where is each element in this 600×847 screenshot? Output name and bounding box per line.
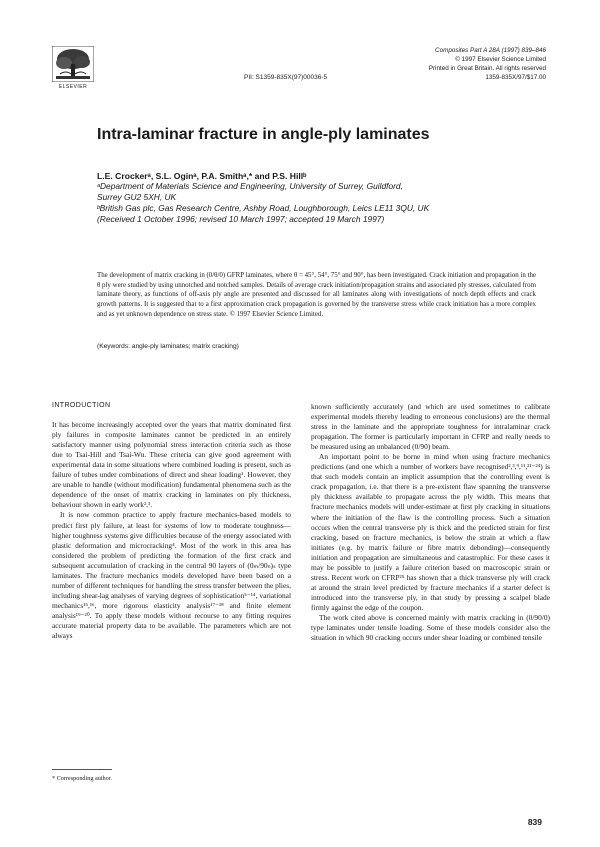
elsevier-tree-icon [52, 46, 94, 82]
affiliation-line: Surrey GU2 5XH, UK [97, 192, 177, 202]
copyright-line: © 1997 Elsevier Science Limited [455, 56, 546, 63]
printed-line: Printed in Great Britain. All rights reserved [428, 65, 546, 72]
right-column [311, 402, 550, 643]
received-dates: (Received 1 October 1996; revised 10 March 1997; accepted 19 March 1997) [97, 214, 385, 224]
body-paragraph: It has become increasingly accepted over the years that matrix dominated first ply failures in composite laminates cannot be predicted in an entirely satisfactory manner using polynomial stress interaction criteria such as those due to Tsai-Hill and Tsai-Wu. These criteria can give good agreement with experimental data in some situations where combined loading is present, such as failure of tubes under combinations of direct and shear loading¹. However, they are unable to handle (without modification) fundamental phenomena such as the dependence of the onset of matrix cracking in laminates on ply thickness, behaviour shown in early work²,³. [52, 420, 291, 510]
pii-code: PII: S1359-835X(97)00036-5 [244, 74, 328, 81]
journal-citation: Composites Part A 28A (1997) 839–846 [435, 47, 546, 54]
affiliations [97, 181, 537, 225]
abstract: The development of matrix cracking in (0/θ/0) GFRP laminates, where θ = 45°, 54°, 75° and 90°, has been investigated. Crack initiation and propagation in the θ ply were studied by using unnotched and notched samples. Details of average crack initiation/propagation strains and associated ply stresses, calculated from laminate theory, as functions of off-axis ply angle are presented and discussed for all laminates along with investigations of notch depth effects and crack growth patterns. It is suggested that to a first approximation crack propagation is governed by the transverse stress while crack initiation has a more complex and as yet unknown dependence on stress state. © 1997 Elsevier Science Limited. [97, 272, 536, 318]
affiliation-line: ᵃDepartment of Materials Science and Engineering, University of Surrey, Guildford, [97, 181, 403, 191]
footnote-rule [52, 769, 112, 770]
page-number: 839 [527, 817, 542, 827]
author-list: L.E. Crockerᵃ, S.L. Oginᵃ, P.A. Smithᵃ,* and P.S. Hillᵇ [97, 171, 307, 181]
journal-info [429, 46, 546, 82]
body-paragraph: It is now common practice to apply fracture mechanics-based models to predict first ply failure, at least for systems of low to moderate toughness—higher toughness systems give difficulties because of the energy associated with plastic deformation and microcracking⁴. Most of the work in this area has considered the problem of predicting the formation of the first crack and subsequent accumulation of cracking in the central 90 layers of (0ₘ/90ₙ)ₛ type laminates. The fracture mechanics models developed have been based on a number of different techniques for handling the stress transfer between the plies, including shear-lag analyses of varying degrees of sophistication⁵⁻¹⁴, variational mechanics¹⁵,¹⁶, more rigorous elasticity analysis¹⁷⁻¹⁸ and finite element analysis¹⁹⁻²⁰. To apply these models without recourse to any fitting requires accurate material property data to be available. The parameters which are not always [52, 510, 291, 641]
article-title: Intra-laminar fracture in angle-ply laminates [97, 126, 430, 143]
footnote: * Corresponding author. [52, 775, 112, 782]
affiliation-line: ᵇBritish Gas plc, Gas Research Centre, Ashby Road, Loughborough, Leics LE11 3QU, UK [97, 203, 430, 213]
body-paragraph: known sufficiently accurately (and which are used sometimes to calibrate experimental models thereby leading to erroneous conclusions) are the thermal stress in the laminate and the appropriate toughness for intralaminar crack propagation. The former is particularly important in CFRP and really needs to be measured using an unbalanced (0/90) beam. [311, 402, 550, 452]
publisher-name: ELSEVIER [58, 84, 88, 90]
left-column [52, 401, 291, 641]
keywords: (Keywords: angle-ply laminates; matrix cracking) [97, 343, 239, 350]
issn-line: 1359-835X/97/$17.00 [485, 74, 546, 81]
body-paragraph: The work cited above is concerned mainly with matrix cracking in (0/90/0) type laminates under tensile loading. Some of these models consider also the situation in which 90 cracking occurs under shear loading or combined tensile [311, 612, 550, 643]
publisher-logo [52, 46, 94, 92]
section-heading: INTRODUCTION [52, 402, 111, 409]
body-paragraph: An important point to be borne in mind when using fracture mechanics predictions (and one which a number of workers have recognised²,³,⁹,¹¹,²¹⁻²⁴) is that such models contain an implicit assumption that the controlling event is crack propagation, i.e. that there is a pre-existent flaw spanning the transverse ply thickness available to propagate across the ply width. This means that fracture mechanics models will under-estimate at first ply cracking in situations where the initiation of the flaw is the controlling process. Such a situation occurs when the central transverse ply is thick and the predicted strain for first cracking, based on fracture mechanics, is below the strain at which a flaw initiates (e.g. by matrix failure or fibre matrix debonding)—consequently initiation and propagation are simultaneous and catastrophic. For these cases it may be possible to justify a failure criterion based on macroscopic strain or stress. Recent work on CFRP²⁵ has shown that a thick transverse ply will crack at around the strain level predicted by fracture mechanics if a starter defect is introduced into the transverse ply, in that study by pressing a scalpel blade firmly against the edge of the coupon. [311, 452, 550, 612]
